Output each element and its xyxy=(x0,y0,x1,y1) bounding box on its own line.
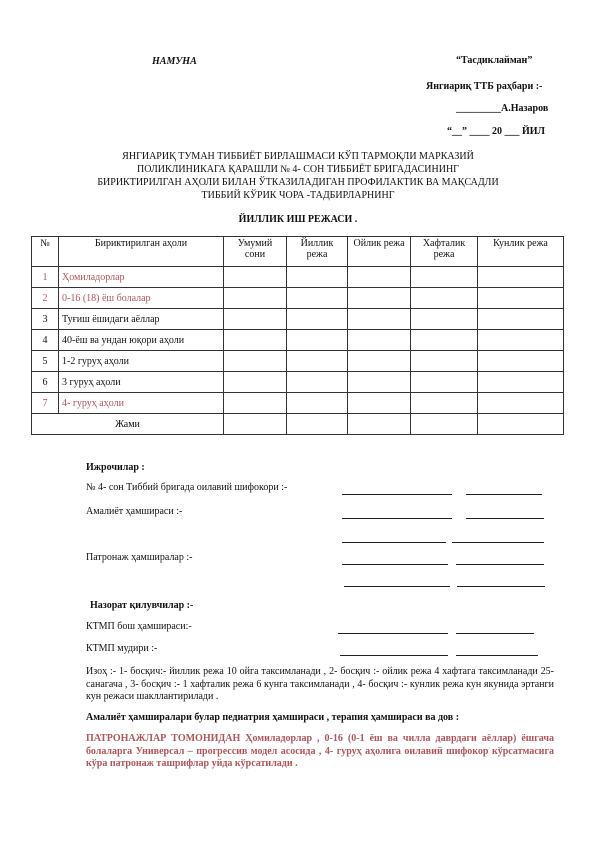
table-row xyxy=(32,288,564,309)
row-number: 7 xyxy=(32,393,59,414)
signature-line xyxy=(342,518,452,519)
row-label: 0-16 (18) ёш болалар xyxy=(59,288,224,309)
table-row xyxy=(32,267,564,288)
table-header-row xyxy=(32,237,564,267)
row-label: 3 гуруҳ аҳоли xyxy=(59,372,224,393)
signature-line xyxy=(452,542,544,543)
col-header-total: Умумий сони xyxy=(224,237,287,267)
head-title: Янгиариқ ТТБ раҳбари :- xyxy=(426,81,543,92)
signature-line xyxy=(466,494,542,495)
head-name: _________А.Назаров xyxy=(456,103,549,114)
signature-line xyxy=(342,564,448,565)
signature-line xyxy=(342,542,446,543)
signature-line xyxy=(344,586,450,587)
row-label: Туғиш ёшидаги аёллар xyxy=(59,309,224,330)
signature-line xyxy=(456,564,544,565)
signature-line xyxy=(456,655,538,656)
title-line-4: ТИББИЙ КЎРИК ЧОРА -ТАДБИРЛАРНИНГ xyxy=(201,190,395,201)
note-izoh: Изоҳ :- 1- босқич:- йиллик режа 10 ойга таксимланади , 2- босқич :- ойлик режа 4 хафтага таксимланади 25- санагача , 3- босқич :- 1 хафталик режа 6 кунга таксимланади , 4- босқич :- кунлик режа кун якунида эртанги кун режаси шакллантирилади . xyxy=(86,666,554,702)
row-number: 6 xyxy=(32,372,59,393)
plan-table xyxy=(31,236,564,435)
document-title xyxy=(0,150,596,202)
title-line-2: ПОЛИКЛИНИКАГА ҚАРАШЛИ № 4- СОН ТИББИЁТ БРИГАДАСИНИНГ xyxy=(137,164,459,175)
row-label: 40-ёш ва ундан юқори аҳоли xyxy=(59,330,224,351)
col-header-population: Бириктирилган аҳоли xyxy=(59,237,224,267)
row-label: 1-2 гуруҳ аҳоли xyxy=(59,351,224,372)
row-number: 5 xyxy=(32,351,59,372)
note-patronaj: ПАТРОНАЖЛАР ТОМОНИДАН Ҳомиладорлар , 0-16 (0-1 ёш ва чилла даврдаги аёллар) ёшгача болаларга Универсал – прогрессив модел асосида , 4- гуруҳ аҳолига оилавий шифокор кўрсатмасига кўра патронаж ташрифлар уйда кўрсатилади . xyxy=(86,733,554,769)
row-number: 3 xyxy=(32,309,59,330)
signature-line xyxy=(466,518,544,519)
table-row xyxy=(32,372,564,393)
row-label: 4- гуруҳ аҳоли xyxy=(59,393,224,414)
signature-line xyxy=(338,633,448,634)
col-header-daily: Кунлик режа xyxy=(478,237,564,267)
table-total-row xyxy=(32,414,564,435)
executor-doctor: № 4- сон Тиббий бригада оилавий шифокори :- xyxy=(86,482,288,493)
supervisor-chief-nurse: КТМП бош ҳамшираси:- xyxy=(86,621,192,632)
title-line-3: БИРИКТИРИЛГАН АҲОЛИ БИЛАН ЎТКАЗИЛАДИГАН ПРОФИЛАКТИК ВА МАҚСАДЛИ xyxy=(97,177,499,188)
approve-label: “Тасдиклайман” xyxy=(456,55,533,66)
row-number: 2 xyxy=(32,288,59,309)
date-line: “__” ____ 20 ___ ЙИЛ xyxy=(447,126,546,137)
table-row xyxy=(32,330,564,351)
signature-line xyxy=(340,655,448,656)
signature-line xyxy=(342,494,452,495)
note-amaliyot: Амалиёт ҳамширалари булар педиатрия ҳамшираси , терапия ҳамшираси ва дов : xyxy=(86,712,460,723)
executors-title: Ижрочилар : xyxy=(86,462,145,473)
supervisor-director: КТМП мудири :- xyxy=(86,643,158,654)
title-line-1: ЯНГИАРИҚ ТУМАН ТИББИЁТ БИРЛАШМАСИ КЎП ТАРМОҚЛИ МАРКАЗИЙ xyxy=(122,151,474,162)
sample-label: НАМУНА xyxy=(152,56,197,67)
table-row xyxy=(32,393,564,414)
col-header-weekly: Хафталик режа xyxy=(411,237,478,267)
total-label: Жами xyxy=(32,414,224,435)
col-header-num: № xyxy=(32,237,59,267)
signature-line xyxy=(457,586,545,587)
row-number: 4 xyxy=(32,330,59,351)
executor-nurse: Амалиёт ҳамшираси :- xyxy=(86,506,183,517)
supervisors-title: Назорат қилувчилар :- xyxy=(90,600,194,611)
row-label: Ҳомиладорлар xyxy=(59,267,224,288)
executor-patronage: Патронаж ҳамширалар :- xyxy=(86,552,193,563)
row-number: 1 xyxy=(32,267,59,288)
col-header-monthly: Ойлик режа xyxy=(348,237,411,267)
signature-line xyxy=(456,633,534,634)
col-header-yearly: Йиллик режа xyxy=(287,237,348,267)
table-row xyxy=(32,309,564,330)
table-row xyxy=(32,351,564,372)
plan-title: ЙИЛЛИК ИШ РЕЖАСИ . xyxy=(238,214,358,225)
